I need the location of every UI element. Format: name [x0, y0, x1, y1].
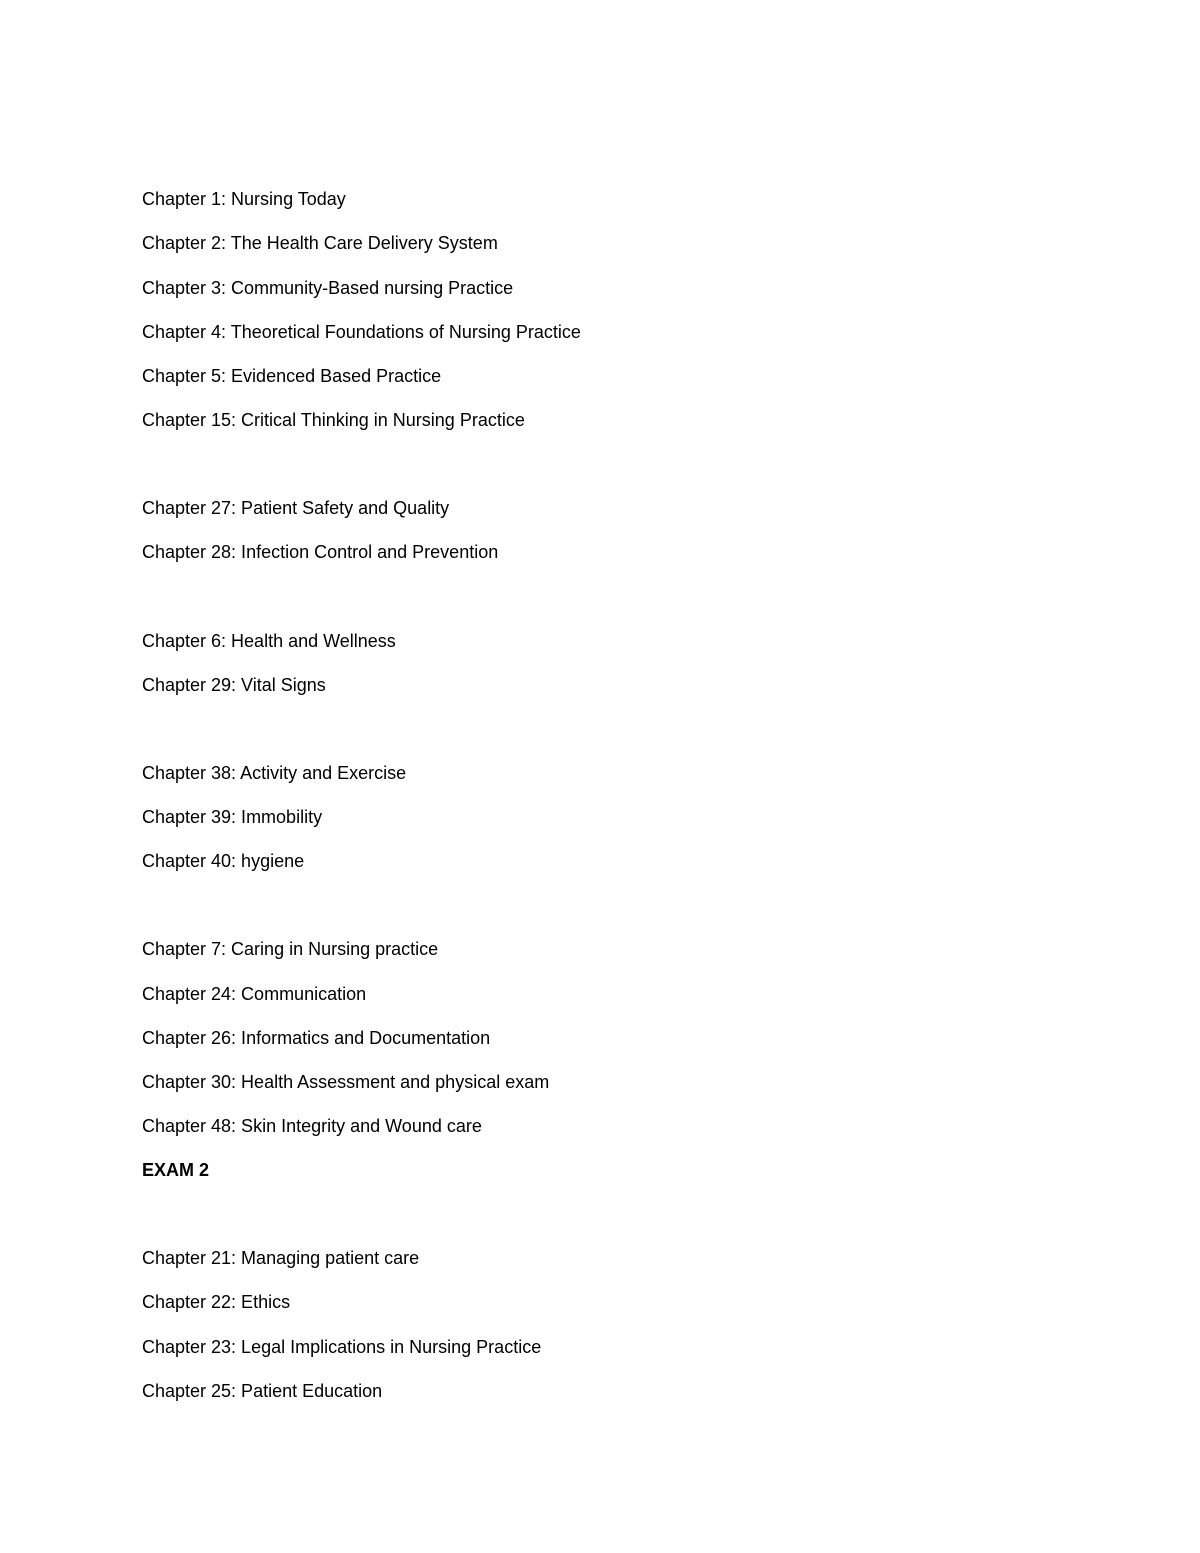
- chapter-line: Chapter 27: Patient Safety and Quality: [142, 498, 450, 518]
- chapter-line: Chapter 21: Managing patient care: [142, 1248, 420, 1268]
- chapter-line: Chapter 29: Vital Signs: [142, 675, 326, 695]
- chapter-line: Chapter 28: Infection Control and Prevention: [142, 542, 499, 562]
- exam-heading: EXAM 2: [142, 1160, 210, 1180]
- chapter-line: Chapter 40: hygiene: [142, 851, 305, 871]
- chapter-line: Chapter 48: Skin Integrity and Wound care: [142, 1116, 482, 1136]
- chapter-line: Chapter 25: Patient Education: [142, 1381, 383, 1401]
- chapter-line: Chapter 15: Critical Thinking in Nursing Practice: [142, 410, 525, 430]
- chapter-line: Chapter 38: Activity and Exercise: [142, 763, 407, 783]
- chapter-line: Chapter 6: Health and Wellness: [142, 631, 396, 651]
- chapter-line: Chapter 7: Caring in Nursing practice: [142, 939, 439, 959]
- chapter-line: Chapter 1: Nursing Today: [142, 189, 346, 209]
- chapter-line: Chapter 22: Ethics: [142, 1292, 291, 1312]
- chapter-line: Chapter 5: Evidenced Based Practice: [142, 366, 442, 386]
- chapter-line: Chapter 3: Community-Based nursing Practice: [142, 278, 514, 298]
- chapter-line: Chapter 4: Theoretical Foundations of Nursing Practice: [142, 322, 581, 342]
- chapter-line: Chapter 26: Informatics and Documentation: [142, 1028, 491, 1048]
- chapter-line: Chapter 24: Communication: [142, 984, 367, 1004]
- chapter-line: Chapter 23: Legal Implications in Nursing Practice: [142, 1337, 542, 1357]
- chapter-line: Chapter 2: The Health Care Delivery System: [142, 233, 498, 253]
- chapter-line: Chapter 30: Health Assessment and physical exam: [142, 1072, 550, 1092]
- chapter-line: Chapter 39: Immobility: [142, 807, 323, 827]
